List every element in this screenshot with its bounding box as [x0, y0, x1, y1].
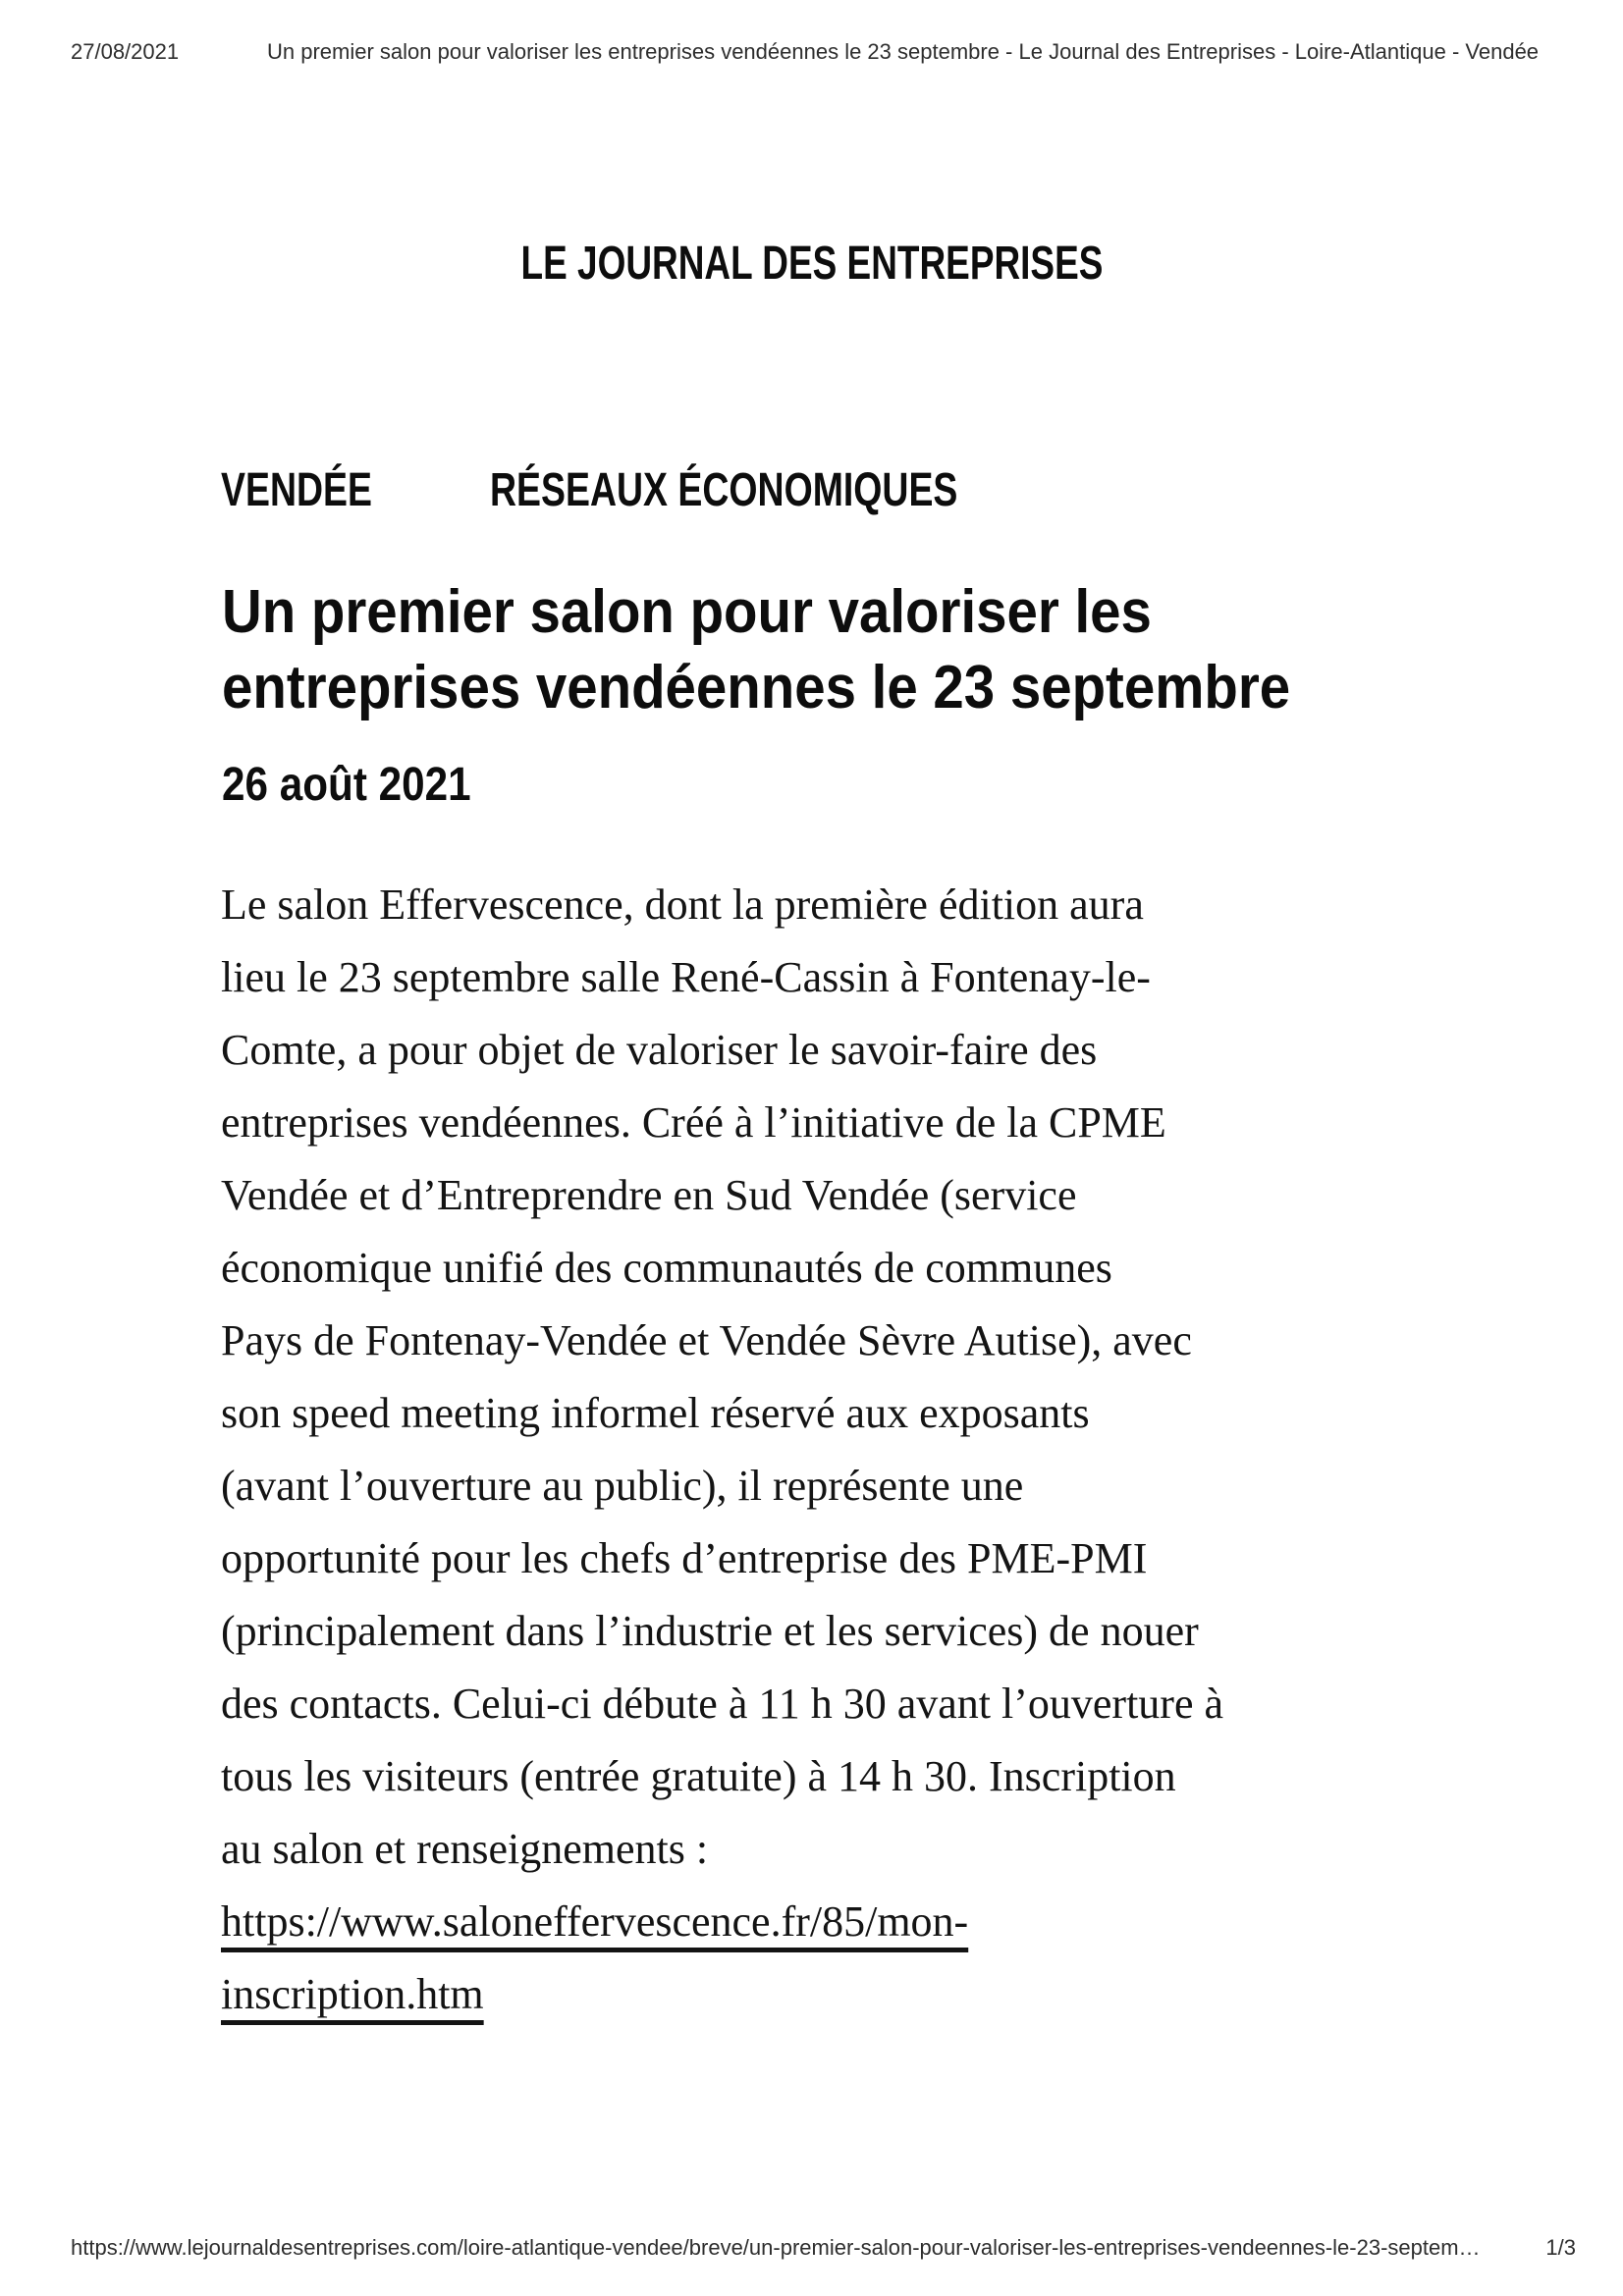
body-line: économique unifié des communautés de communes [221, 1244, 1112, 1292]
body-line: des contacts. Celui-ci débute à 11 h 30 avant l’ouverture à [221, 1680, 1224, 1728]
body-line: Pays de Fontenay-Vendée et Vendée Sèvre Autise), avec [221, 1316, 1192, 1364]
body-line: lieu le 23 septembre salle René-Cassin à Fontenay-le- [221, 953, 1151, 1001]
print-footer-page-number: 1/3 [1545, 2235, 1576, 2260]
journal-logo-text: LE JOURNAL DES ENTREPRISES [520, 238, 1103, 290]
journal-logo[interactable] [0, 237, 1623, 292]
category-link-vendee[interactable] [221, 463, 414, 518]
body-line: Vendée et d’Entreprendre en Sud Vendée (service [221, 1171, 1077, 1219]
print-header-title: Un premier salon pour valoriser les entreprises vendéennes le 23 septembre - Le Journal des Entreprises - Loire-Atlantique - Vendée [267, 39, 1540, 64]
article-body [221, 869, 1497, 2031]
body-line: son speed meeting informel réservé aux exposants [221, 1389, 1090, 1437]
body-line: (principalement dans l’industrie et les services) de nouer [221, 1607, 1199, 1655]
article-date-text: 26 août 2021 [222, 759, 471, 811]
body-line: entreprises vendéennes. Créé à l’initiative de la CPME [221, 1098, 1166, 1147]
inscription-link[interactable]: inscription.htm [221, 1970, 484, 2018]
body-line: Le salon Effervescence, dont la première édition aura [221, 881, 1144, 929]
body-line: au salon et renseignements : [221, 1825, 709, 1873]
print-header-date: 27/08/2021 [71, 39, 180, 64]
article-title-line: entreprises vendéennes le 23 septembre [222, 654, 1291, 721]
article-title [222, 574, 1396, 725]
body-line: (avant l’ouverture au public), il représente une [221, 1462, 1024, 1510]
print-footer-url: https://www.lejournaldesentreprises.com/loire-atlantique-vendee/breve/un-premier-salon-pour-valoriser-les-entreprises-vendeennes-le-23-septem… [71, 2235, 1481, 2260]
body-line: opportunité pour les chefs d’entreprise des PME-PMI [221, 1534, 1148, 1582]
article-date [222, 758, 505, 813]
body-line: tous les visiteurs (entrée gratuite) à 14 h 30. Inscription [221, 1752, 1176, 1800]
body-line: Comte, a pour objet de valoriser le savoir-faire des [221, 1026, 1098, 1074]
category-label: VENDÉE [221, 464, 372, 516]
article-title-line: Un premier salon pour valoriser les [222, 578, 1152, 646]
category-label: RÉSEAUX ÉCONOMIQUES [490, 464, 958, 516]
category-link-reseaux-economiques[interactable] [490, 463, 1090, 518]
inscription-link[interactable]: https://www.saloneffervescence.fr/85/mon- [221, 1897, 969, 1946]
